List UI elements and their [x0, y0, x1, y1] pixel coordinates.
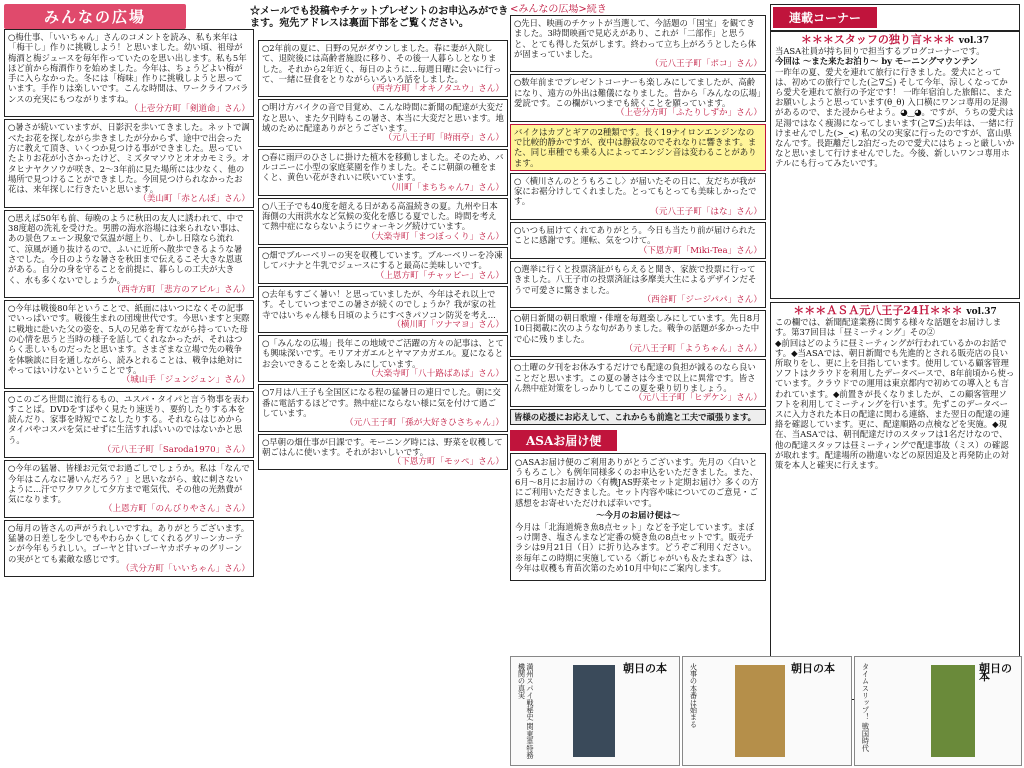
post-signature: （大楽寺町「まつぼっくり」さん） [366, 231, 504, 242]
post-text: ○〈横川さんのとうもろこし〉が届いたその日に、友だちが我が家にお裾分けしてくれました。とってもとっても美味しかったです。 [514, 175, 757, 207]
book-cover-image [735, 665, 785, 757]
post [4, 29, 254, 117]
post [258, 286, 508, 333]
page-title: みんなの広場 [4, 4, 186, 29]
post-text: ○このごろ世間に流行るもの、ユスパ・タイパと言う物事を表わすことば。DVDをすばやく見たり速送り、要約したりする本を読んだり、家事を時短でこなしたりする。それならはじめからタイパやコスパを気にせずに生活すればいいのではないかと思う。 [8, 393, 250, 445]
post-signature: （元八王子町「時雨亭」さん） [383, 133, 504, 144]
book-cover-image [931, 665, 975, 757]
asa-title: ＊＊＊ＡＳＡ元八王子24Ｈ＊＊＊ vol.37 [793, 304, 997, 317]
post-signature: （上壱分方町「ふたりしずか」さん） [615, 108, 762, 119]
staff-corner [770, 31, 1020, 299]
post [510, 310, 766, 357]
book-label: 朝日の本 [791, 662, 835, 675]
book-text: 満州スパイ戦秘史 関東軍特務機関の真実 [517, 663, 535, 759]
post-signature: （西寺方町「オキノタユウ」さん） [367, 84, 504, 95]
staff-title: ＊＊＊スタッフの独り言＊＊＊ vol.37 [800, 33, 990, 46]
post-signature: （元八王子町「ヒデケン」さん） [633, 393, 762, 404]
post-text: ○「みんなの広場」長年この地域でご活躍の方々の記事は、とても興味深いです。モリアオガエルとヤマアカガエル。夏になるとお会いできることを楽しみにしています。 [262, 338, 504, 369]
post-text: ○春に雨戸のひさしに掛けた植木を移動しました。そのため、バルコニーに小型の家庭菜園を作りました。そこに朝顔の種をまくと、黄色い花がきれいに咲いています。 [262, 151, 504, 183]
post [258, 384, 508, 431]
post-signature: （元八王子町「Saroda1970」さん） [102, 444, 250, 455]
post [510, 173, 766, 220]
book-text: タイムスリップ！ 戦国時代 [861, 663, 871, 752]
post-signature: （大楽寺町「八十路ばあば」さん） [366, 369, 504, 380]
asa-intro: この欄では、新聞配達業務に関する様々な話題をお届けします。第37回目は「昼ミーティング」その② [775, 317, 1002, 338]
asa-body: ◆前回はどのように昼ミーティングが行われているかのお話です。◆当ASAでは、朝日新聞でも先進的とされる販売店の良い所取りをし、更に上を目指しています。使用している顧客管理ソフトはクラウドを利用したデータベースで、8年前頃から使っています。クラウドでの運用は東京都内で初めての導入とも言われています。◆前置きが長くなりましたが、この顧客管理ソフトを利用してミーティングを行います。先ずこのデータベースに入力された本日の配達に関わる連絡、また翌日の配達の連絡を確認しています。更に、配達順路の点検などを実施。◆現在、当ASAでは、朝刊配達だけのスタッフは1名だけなので、他の配達スタッフは昼ミーティングで配達事故（ミス）の確認が取れます。配達場所の勘違いなどの原因追及と再発防止の対策を本人と確実に行えます。 [775, 337, 1015, 471]
col3-posts [510, 15, 766, 407]
post [510, 359, 766, 406]
post [510, 261, 766, 308]
serial-title: 連載コーナー [773, 7, 877, 28]
post [258, 149, 508, 196]
post [4, 210, 254, 298]
post-signature: （西谷町「ジージパパ」さん） [642, 294, 762, 305]
post-signature: （上壱分方町「剣道命」さん） [129, 104, 250, 115]
book-label: 朝日の本 [979, 662, 1012, 683]
post [258, 40, 508, 97]
book-text: 火事の本番は始まる [689, 663, 699, 728]
post [4, 391, 254, 459]
post-text: ○去年もすごく暑い！と思っていましたが、今年はそれ以上です。そしていつまでこの暑さが続くのでしょうか？我が家の社寺ではいちゃん様も日頃のようにすべきパソコン防災を考え... [262, 288, 496, 320]
post-signature: （弐分方町「いいちゃん」さん） [121, 563, 250, 574]
post-text: ○選挙に行くと投票済証がもらえると聞き、家族で投票に行ってきました。八王子市の投票済証は多摩美大生によるデザインだそうで可愛さに驚きました。 [514, 263, 757, 295]
column-4 [770, 4, 1020, 764]
post-text: ○数年前までプレゼントコーナーも楽しみにしてましたが、高齢になり、遠方の外出は難儀になりました。昔から「みんなの広場」愛読です。この欄がいつまでも続くことを願っています。 [514, 77, 762, 109]
post [4, 300, 254, 388]
post-text: ○梅仕事、「いいちゃん」さんのコメントを読み、私も来年は「梅干し」作りに挑戦しよう！と思いました。幼い頃、祖母が梅酒と梅ジュースを毎年作っていたのを思い出します。私も5年ほど前から梅酒作りを始めました。今年は、ちょうどよい梅が手に入らなかった。冬には「梅味」作りに挑戦しようと思っています。手作りは楽しいです。こんな時間は、ワークライフバランスの充実にもつながりますね。 [8, 32, 249, 104]
staff-body: 一昨年の夏、愛犬を連れて旅行に行きました。愛犬にとっては、初めての旅行でした(≧∇≦) そして今年、涼しくなってから愛犬を連れて旅行の予定です！ 一昨年宿泊した旅館に、またお願いしようと思っています(θ_θ) 入口横にワンコ専用の足湯があるので、また浸からせよう。◕‿◕。ですが、うちの愛犬は足湯ではなく痩湯になってしまいます(≧∇≦)去年は、一緒に行けませんでした(>_<) 私の父の実家に行ったのですが、富山県なんです。長距離だし2泊だったので愛犬にはちょっと厳しいかなと思いまして行けませんでした。今後、新しいワンコ専用ホテルにも行ってみたいです。 [775, 66, 1015, 169]
post-text: ○いつも届けてくれてありがとう。今日も当たり前が届けられたことに感謝です。運転、気をつけて。 [514, 225, 756, 246]
post [4, 460, 254, 517]
email-notice: ☆メールでも投稿やチケットプレゼントのお申込みができます。宛先アドレスは裏面下部をご覧ください。 [250, 6, 509, 29]
post-signature: （横川町「ツナマヨ」さん） [392, 319, 504, 330]
column-2 [258, 40, 508, 764]
staff-sub: 今回は ～また来たお泊り～ by モーニングマウンテン [775, 56, 978, 67]
post-text: ○畑でブルーベリーの実を収穫しています。ブルーベリーを冷凍してバナナと牛乳でジュースにすると最高に美味しいです。 [262, 250, 503, 271]
post-text: ○今年の猛暑、皆様お元気でお過ごしでしょうか。私は「なんで今年はこんなに暑いんだろう？」と思いながら、蚊に刺さないように...汗でワクワクして夕方まで電気代、その他の光熱費が気になります。 [8, 463, 250, 505]
post [258, 198, 508, 245]
column-3 [510, 4, 766, 764]
post-text: ○7月は八王子も全国区になる程の猛暑日の連日でした。朝に交番に電話するほどです。熱中症にならない様に気を付けて過ごしています。 [262, 387, 501, 418]
post [510, 74, 766, 121]
post-text: ○八王子でも40度を超える日がある高温続きの夏。九州や日本海側の大雨洪水など気候の変化を感じる夏でした。時間を考えて熱中症にならないようにウォーキング続けています。 [262, 200, 498, 232]
post [258, 247, 508, 284]
closing-note: 皆様の応援にお応えして、これからも前進と工夫で頑張ります。 [510, 409, 766, 425]
bike-note: バイクはカブとギアの2種類です。長く19ナイロンエンジンなので比較的静かですが、夜中は静寂なのでそれなりに響きます。また、同じ車種でも乗る人によってエンジン音は変わることがあります。 [510, 124, 766, 171]
oshirase-subtitle: ～今月のお届け便は～ [596, 509, 680, 520]
post-signature: （西寺方町「悲方のアビル」さん） [112, 284, 250, 295]
book-label: 朝日の本 [623, 662, 667, 675]
col1-posts [4, 29, 254, 577]
post-text: ○先日、映画のチケットが当選して、今話題の「国宝」を観てきました。3時間映画で見応えがあり、これが「二部作」と思うと、とても得した気がします。終わって立ち上がろうとしたら体が固まっていました。 [514, 18, 757, 59]
post-signature: （川町「まちちゃん7」さん） [386, 182, 504, 193]
post-signature: （上恩方町「のんびりやさん」さん） [103, 504, 250, 515]
continued-header: <みんなの広場>続き [510, 4, 607, 15]
oshirase-title: ASAお届け便 [510, 430, 617, 451]
staff-intro: 当ASA社員が持ち回りで担当するブログコーナーです。 [775, 46, 985, 57]
post-text: ○明け方バイクの音で目覚め、こんな時間に新聞の配達が大変だなと思い、また夕刊時もこの暑さ、本当に大変だと思います。地域のために配達ありがとうございます。 [262, 102, 504, 134]
post [510, 222, 766, 259]
book-ad-1[interactable] [510, 656, 680, 766]
post-text: ○暑さが続いていますが、日影沢を歩いてきました。ネットで調べたお花を探しながら歩きましたが分からず、途中で出会った方に教えて頂き、いくつか見つける事ができました。思っていたよりお花が小さかったけど、ミズタマソウとオオカモミラ。オタヒナヤクソウが咲き、2～3年前に見た場所には少なく、他の場所で見つけることができました。今回見つけられなかったお花は、来年探しに行きたいと思います。 [8, 122, 250, 195]
asa-corner [770, 302, 1020, 700]
post-signature: （下恩方町「モッペ」さん） [392, 457, 504, 468]
book-ads [510, 656, 1020, 764]
post-signature: （美山町「赤とんぼ」さん） [138, 194, 250, 205]
post-text: ○今年は戦後80年ということで、紙面にはいつになくその記事でいっぱいです。戦後生まれの団塊世代です。今思いますと実際に戦地に赴いた父の姿を、5人の兄弟を育てながら持っていた母の心情を思うと当時の様子を話してくれなかったが、それはつらく悲しいものだったと思います。さまざまな立場で先の戦争を体験談に目を通しながら、読みとれることは、戦争は絶対にやってはいけないということです。 [8, 303, 250, 375]
post-signature: （元八王子町「ポコ」さん） [650, 59, 762, 70]
post-text: ○早朝の畑仕事が日課です。モーニング時には、野菜を収穫して朝ごはんに使います。それがおいしいです。 [262, 436, 503, 457]
post-signature: （元八王子町「ようちゃん」さん） [624, 344, 762, 355]
book-ad-3[interactable] [854, 656, 1022, 766]
serial-box [770, 4, 1020, 31]
post [510, 15, 766, 72]
book-ad-2[interactable] [682, 656, 852, 766]
post [4, 520, 254, 577]
col2-posts [258, 40, 508, 470]
post-signature: （元八王子町「はな」さん） [650, 206, 762, 217]
oshirase-box [510, 453, 766, 581]
post [258, 99, 508, 146]
post [258, 434, 508, 471]
post-text: ○土曜の夕刊をお休みするだけでも配達の負担が減るのなら良いことだと思います。この夏の暑さは今まで以上に異常です。皆さん熱中症対策をしっかりしてこの夏を乗り切りましょう。 [514, 362, 756, 393]
post-text: ○思えば50年も前、毎晩のように秋田の友人に誘われて、中で38度超の洗礼を受けた。男勝の海水浴場には来られない事は、あの景色フェーン現象で気温が超上り、しかし日陰なら流れて、涼風が通り抜けるので、ふいに近所へ散歩できるような暑さでした。今日のような暑さを秋田まで伝えるこそ大きな恩恵がある。自分の身を守ることを前提に、暮らしの工夫が大きく、水も多くないでしょうか。 [8, 212, 245, 285]
oshirase-intro: ○ASAお届け便のご利用ありがとうございます。先月の〈白いとうもろこし〉も例年同様多くのお申込をいただきました。また、6月～8月にお届けの〈有機JAS野菜セット定期お届け〉多くの方にご利用いただきました。セット内容や味についてのご意見・ご感想をお寄せいただければ幸いです。 [515, 456, 759, 508]
column-1 [4, 4, 254, 764]
post-signature: （元八王子町「孫が大好きひさちゃん」） [345, 418, 504, 429]
post [258, 335, 508, 382]
post-signature: （下恩方町「Miki-Tea」さん） [638, 245, 762, 256]
oshirase-body: 今月は「北海道焼き魚8点セット」などを予定しています。まぼっけ開き、塩さんまなど定番の焼き魚の8点セットです。販売チラシは9月21日（日）に折り込みます。どうぞご利用ください。※毎年この時期に実施している〈新じゃがいも＆たまねぎ〉は、今年は収穫も育苗次第のため10月中旬にご案内します。 [515, 522, 758, 573]
post-signature: （城山手「ジュンジュン」さん） [121, 375, 250, 386]
post [4, 119, 254, 207]
book-cover-image [573, 665, 615, 757]
post-text: ○朝日新聞の朝日歌壇・俳壇を毎週楽しみにしています。先日8月10日掲載に次のような句がありました。戦争の話題が多かった中で心に残りました。 [514, 313, 761, 344]
post-text: ○毎月の皆さんの声がうれしいですね。ありがとうございます。猛暑の日差しを少しでもやわらかくしてくれるグリーンカーテンが今年もうれしい。ゴーヤと甘いゴーヤカボチャのグリーンの実がとても素敵な感じです。 [8, 522, 250, 564]
post-text: ○2年前の夏に、日野の兄がダウンしました。春に妻が入院して、退院後には高齢者施設に移り、その後一人暮らしとなりました。それから2年近く、毎日のように...毎週日曜に会いに行って、一緒に昼食をとりながらいろいろ話をしました。 [262, 43, 502, 84]
post-signature: （上恩方町「チャッピー」さん） [375, 270, 504, 281]
